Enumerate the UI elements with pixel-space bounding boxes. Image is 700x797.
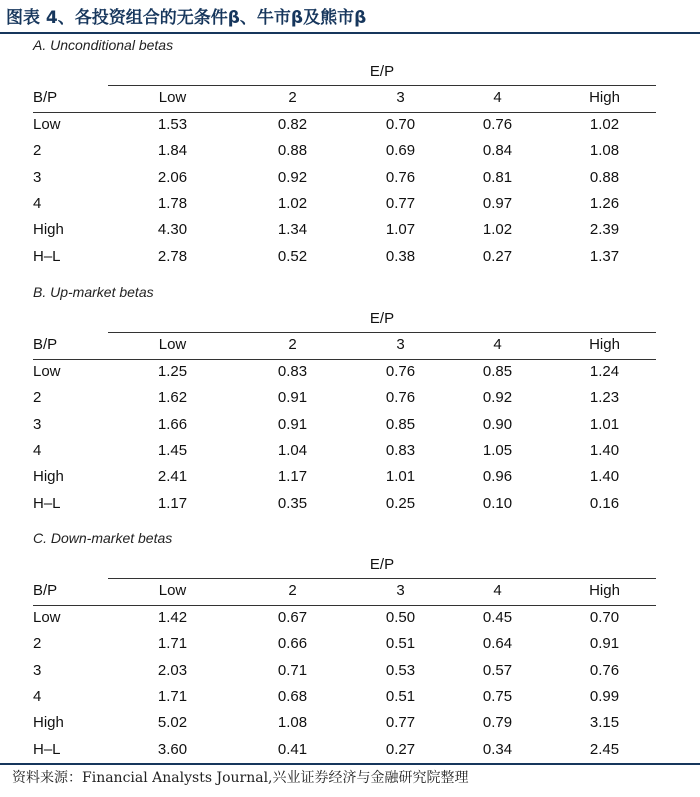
table-cell: 0.66 (277, 635, 308, 653)
table-cell: 1.45 (157, 441, 188, 459)
table-cell: 0.99 (589, 687, 620, 705)
table-cell: 1.53 (157, 116, 188, 133)
table-cell: 1.17 (157, 494, 188, 512)
row-header-label: B/P (33, 336, 58, 353)
row-label: 4 (33, 194, 42, 212)
table-cell: 0.57 (482, 661, 513, 679)
table-cell: 0.91 (277, 389, 308, 407)
row-label: High (33, 221, 64, 239)
table-cell: 2.06 (157, 168, 188, 186)
table-cell: 0.77 (385, 194, 416, 212)
table-cell: 0.83 (385, 441, 416, 459)
table-cell: 0.70 (385, 116, 416, 133)
column-header: High (589, 336, 620, 353)
table-cell: 0.41 (277, 740, 308, 758)
row-header-label: B/P (33, 89, 58, 106)
table-cell: 0.76 (482, 116, 513, 133)
table-cell: 0.51 (385, 635, 416, 653)
table-cell: 0.77 (385, 714, 416, 732)
table-cell: 0.76 (385, 389, 416, 407)
table-cell: 1.42 (157, 609, 188, 626)
table-cell: 1.62 (157, 389, 188, 407)
column-header: 2 (288, 336, 297, 353)
table-cell: 1.01 (385, 468, 416, 486)
table-cell: 0.76 (589, 661, 620, 679)
table-cell: 1.84 (157, 142, 188, 160)
column-header: 4 (493, 89, 502, 106)
row-label: 3 (33, 661, 42, 679)
table-cell: 0.84 (482, 142, 513, 160)
section-label: C. Down-market betas (33, 530, 173, 546)
table-cell: 0.10 (482, 494, 513, 512)
section-label: B. Up-market betas (33, 284, 154, 300)
table-cell: 0.25 (385, 494, 416, 512)
table-cell: 0.27 (482, 247, 513, 265)
table-cell: 2.39 (589, 221, 620, 239)
table-cell: 5.02 (157, 714, 188, 732)
column-header: Low (158, 89, 187, 106)
row-label: H–L (33, 494, 61, 512)
table-cell: 0.64 (482, 635, 513, 653)
table-cell: 0.38 (385, 247, 416, 265)
table-cell: 1.08 (277, 714, 308, 732)
table-cell: 1.02 (482, 221, 513, 239)
row-header-label: B/P (33, 582, 58, 599)
table-cell: 0.45 (482, 609, 513, 626)
row-label: Low (33, 609, 61, 626)
row-label: 3 (33, 415, 42, 433)
table-cell: 0.50 (385, 609, 416, 626)
table-cell: 2.45 (589, 740, 620, 758)
table-cell: 0.79 (482, 714, 513, 732)
row-label: H–L (33, 247, 61, 265)
bottom-divider (0, 763, 700, 765)
column-header: 2 (288, 582, 297, 599)
row-label: 2 (33, 389, 42, 407)
row-label: High (33, 468, 64, 486)
table-cell: 1.01 (589, 415, 620, 433)
table-cell: 0.35 (277, 494, 308, 512)
table-cell: 0.83 (277, 363, 308, 380)
table-cell: 0.76 (385, 168, 416, 186)
table-cell: 1.02 (277, 194, 308, 212)
column-header: Low (158, 336, 187, 353)
row-label: Low (33, 116, 61, 133)
column-header: 2 (288, 89, 297, 106)
table-cell: 1.66 (157, 415, 188, 433)
table-cell: 0.51 (385, 687, 416, 705)
table-cell: 1.40 (589, 468, 620, 486)
source-note: 资料来源：Financial Analysts Journal,兴业证券经济与金融研究院整理 (12, 770, 469, 786)
table-cell: 0.88 (277, 142, 308, 160)
table-cell: 0.16 (589, 494, 620, 512)
table-cell: 0.52 (277, 247, 308, 265)
table-cell: 1.08 (589, 142, 620, 160)
table-cell: 0.53 (385, 661, 416, 679)
table-cell: 0.82 (277, 116, 308, 133)
table-cell: 3.60 (157, 740, 188, 758)
table-cell: 0.92 (482, 389, 513, 407)
table-cell: 0.34 (482, 740, 513, 758)
row-label: 2 (33, 635, 42, 653)
column-header: 4 (493, 336, 502, 353)
table-cell: 0.71 (277, 661, 308, 679)
table-cell: 0.76 (385, 363, 416, 380)
table-cell: 0.91 (589, 635, 620, 653)
title-divider (0, 32, 700, 34)
row-label: 2 (33, 142, 42, 160)
table-cell: 1.23 (589, 389, 620, 407)
section-label: A. Unconditional betas (33, 37, 174, 53)
column-header: High (589, 89, 620, 106)
ep-group-header: E/P (369, 63, 395, 80)
table-cell: 0.68 (277, 687, 308, 705)
table-cell: 0.91 (277, 415, 308, 433)
table-cell: 1.40 (589, 441, 620, 459)
table-cell: 1.26 (589, 194, 620, 212)
table-cell: 0.70 (589, 609, 620, 626)
table-cell: 1.37 (589, 247, 620, 265)
table-cell: 0.88 (589, 168, 620, 186)
table-cell: 0.81 (482, 168, 513, 186)
column-header: 3 (396, 336, 405, 353)
table-cell: 1.71 (157, 687, 188, 705)
column-header: 3 (396, 582, 405, 599)
row-label: H–L (33, 740, 61, 758)
ep-group-header: E/P (369, 556, 395, 573)
table-cell: 0.69 (385, 142, 416, 160)
table-cell: 0.75 (482, 687, 513, 705)
column-header: Low (158, 582, 187, 599)
table-cell: 0.90 (482, 415, 513, 433)
page-title: 图表 4、各投资组合的无条件β、牛市β及熊市β (6, 8, 367, 28)
table-cell: 1.05 (482, 441, 513, 459)
row-label: 4 (33, 441, 42, 459)
table-cell: 1.24 (589, 363, 620, 380)
column-header: 3 (396, 89, 405, 106)
table-cell: 2.41 (157, 468, 188, 486)
table-cell: 0.92 (277, 168, 308, 186)
table-cell: 0.67 (277, 609, 308, 626)
column-header: High (589, 582, 620, 599)
table-cell: 1.02 (589, 116, 620, 133)
table-cell: 0.96 (482, 468, 513, 486)
row-label: 3 (33, 168, 42, 186)
table-cell: 1.25 (157, 363, 188, 380)
table-cell: 0.85 (482, 363, 513, 380)
table-cell: 1.34 (277, 221, 308, 239)
table-cell: 2.78 (157, 247, 188, 265)
row-label: High (33, 714, 64, 732)
table-cell: 3.15 (589, 714, 620, 732)
table-cell: 0.97 (482, 194, 513, 212)
table-cell: 1.78 (157, 194, 188, 212)
table-cell: 1.71 (157, 635, 188, 653)
row-label: 4 (33, 687, 42, 705)
ep-group-header: E/P (369, 310, 395, 327)
table-cell: 1.04 (277, 441, 308, 459)
table-cell: 1.17 (277, 468, 308, 486)
column-header: 4 (493, 582, 502, 599)
table-cell: 0.85 (385, 415, 416, 433)
table-cell: 1.07 (385, 221, 416, 239)
table-cell: 2.03 (157, 661, 188, 679)
table-cell: 4.30 (157, 221, 188, 239)
table-cell: 0.27 (385, 740, 416, 758)
row-label: Low (33, 363, 61, 380)
